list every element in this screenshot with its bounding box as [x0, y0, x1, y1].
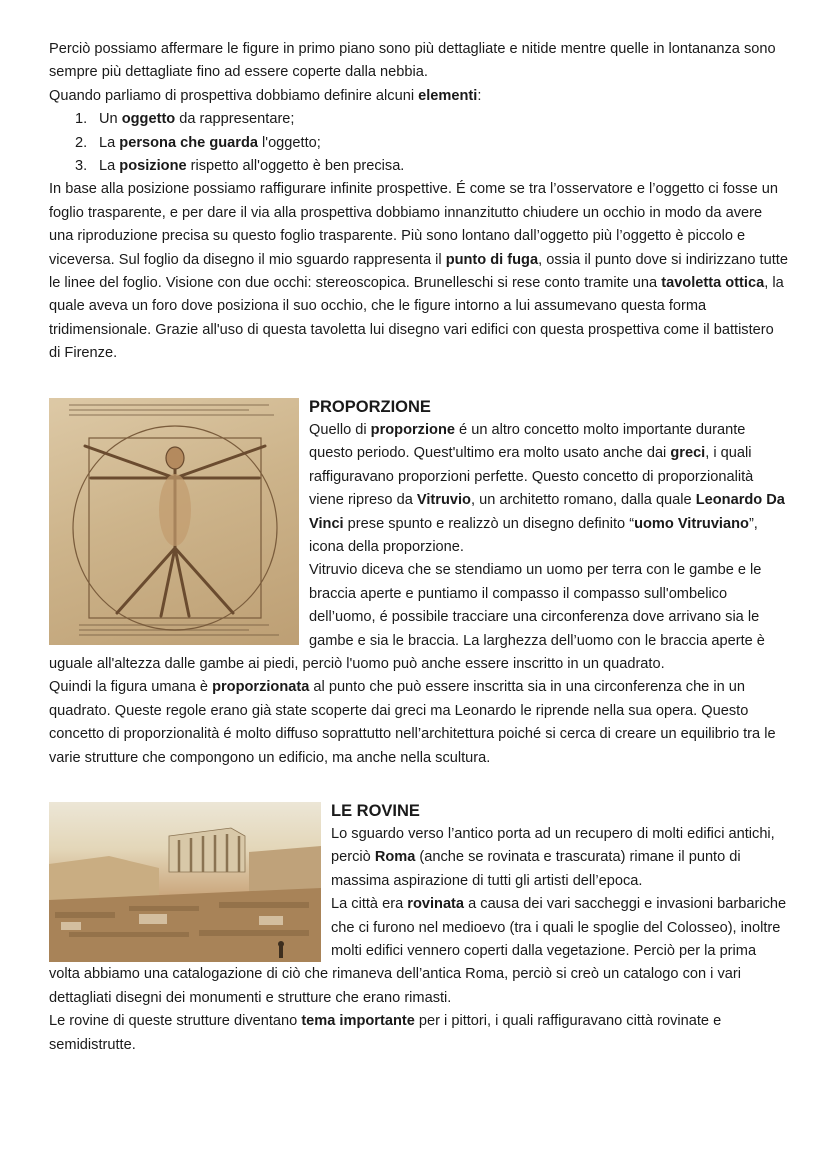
proporzione-paragraph-2: Vitruvio diceva che se stendiamo un uomo per terra con le gambe e le braccia aperte e puntiamo il compasso il compasso sull'ombelico dell’uomo, é possibile tracciare una circonferenza dove arrivano sia le gambe e sia le braccia. La larghezza dell’uomo con le braccia aperte è uguale all'altezza dalle gambe ai piedi, perciò l'uomo può anche essere inscritto in un quadrato.	[49, 562, 765, 673]
proporzione-section	[49, 396, 789, 770]
intro-section	[49, 38, 789, 366]
rovine-paragraph-1: Lo sguardo verso l’antico porta ad un recupero di molti edifici antichi, perciò Roma (anche se rovinata e trascurata) rimane il punto di massima aspirazione di tutti gli artisti dell’epoca.	[331, 826, 775, 889]
rovine-paragraph-3: Le rovine di queste strutture diventano tema importante per i pittori, i quali raffiguravano città rovinate e semidistrutte.	[49, 1013, 722, 1053]
intro-paragraph-1: Perciò possiamo affermare le figure in primo piano sono più dettagliate e nitide mentre quelle in lontananza sono sempre più dettagliate fino ad essere coperte dalla nebbia.	[49, 41, 776, 81]
intro-paragraph-3: In base alla posizione possiamo raffigurare infinite prospettive. É come se tra l’osservatore e l’oggetto ci fosse un foglio trasparente, e per dare il via alla prospettiva dobbiamo innanzitutto chiudere un occhio in modo da avere una riproduzione precisa su questo foglio trasparente. Più sono lontano dall’oggetto più l’oggetto è piccolo e viceversa. Sul foglio da disegno il mio sguardo rappresenta il punto di fuga, ossia il punto dove si indirizzano tutte le linee del foglio. Visione con due occhi: stereoscopica. Brunelleschi si rese conto tramite una tavoletta ottica, la quale aveva un foro dove posiziona il suo occhio, che le figure intorno a lui assumevano questa forma tridimensionale. Grazie all'uso di questa tavoletta lui disegno vari edifici con questa prospettiva come il battistero di Firenze.	[49, 181, 788, 362]
rovine-section	[49, 800, 789, 1057]
section-title-rovine: LE ROVINE	[331, 802, 420, 820]
roman-ruins-image	[49, 802, 321, 962]
list-item: 3. La posizione rispetto all'oggetto è ben precisa.	[75, 158, 405, 175]
list-item: 1. Un oggetto da rappresentare;	[75, 111, 295, 128]
elements-list	[75, 108, 789, 178]
rovine-paragraph-2: La città era rovinata a causa dei vari saccheggi e invasioni barbariche che ci furono nel medioevo (tra i quali le spoglie del Colosseo), inoltre molti edifici vennero coperti dalla vegetazione. Perciò per la prima volta abbiamo una catalogazione di ciò che rimaneva dell’antica Roma, perciò si creò un catalogo con i vari dettagliati disegni dei monumenti e strutture che erano rimasti.	[49, 896, 787, 1006]
proporzione-paragraph-1: Quello di proporzione é un altro concetto molto importante durante questo periodo. Quest'ultimo era molto usato anche dai greci, i quali raffiguravano proporzioni perfette. Questo concetto di proporzionalità viene ripreso da Vitruvio, un architetto romano, dalla quale Leonardo Da Vinci prese spunto e realizzò un disegno definito “uomo Vitruviano”, icona della proporzione.	[309, 422, 785, 556]
list-item: 2. La persona che guarda l'oggetto;	[75, 134, 321, 151]
section-title-proporzione: PROPORZIONE	[309, 398, 431, 416]
intro-paragraph-2: Quando parliamo di prospettiva dobbiamo definire alcuni elementi:	[49, 87, 482, 104]
proporzione-paragraph-3: Quindi la figura umana è proporzionata al punto che può essere inscritta sia in una circonferenza che in un quadrato. Queste regole erano già state scoperte dai greci ma Leonardo le riprende nella sua opera. Questo concetto di proporzionalità é molto diffuso soprattutto nell’architettura poiché si cerca di creare un equilibrio tra le varie strutture che compongono un edificio, ma anche nella scultura.	[49, 679, 776, 766]
vitruvian-man-image	[49, 398, 299, 645]
